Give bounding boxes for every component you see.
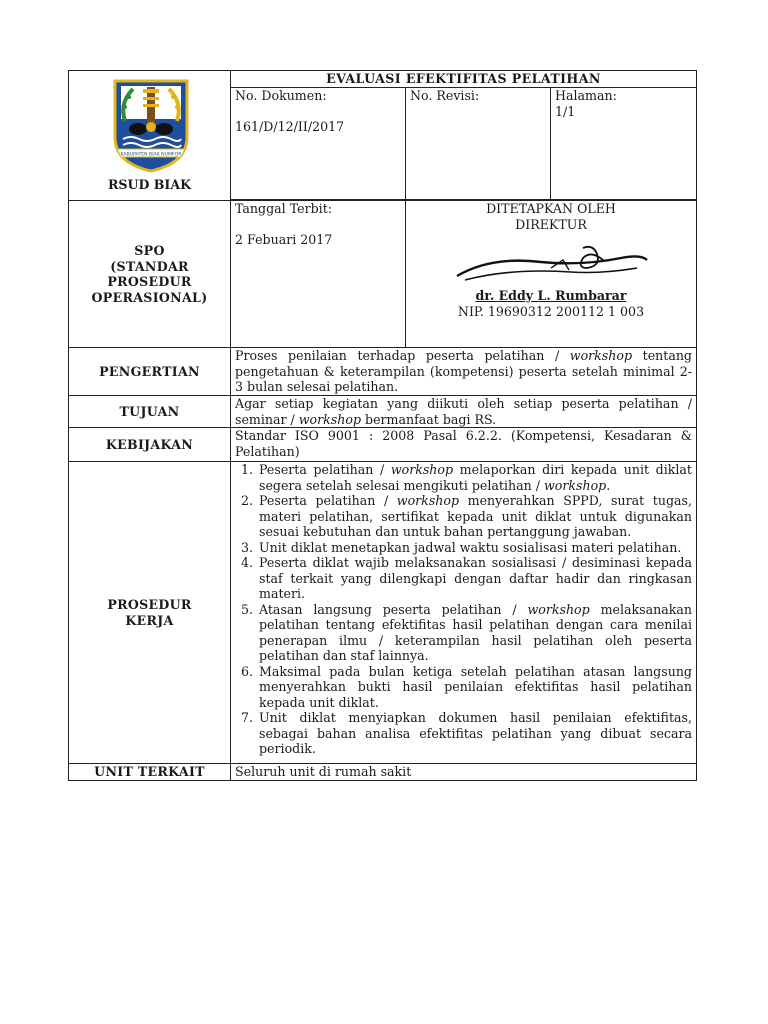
procedure-step: 1. Peserta pelatihan / workshop melaporkan diri kepada unit diklat segera setelah selesai mengikuti pelatihan / workshop. xyxy=(257,462,692,493)
spo-label-line4: OPERASIONAL) xyxy=(91,289,208,305)
director-name: dr. Eddy L. Rumbarar xyxy=(475,288,627,303)
issue-date-value: 2 Febuari 2017 xyxy=(235,231,333,247)
policy-text: Standar ISO 9001 : 2008 Pasal 6.2.2. (Kompetensi, Kesadaran & Pelatihan) xyxy=(231,428,697,462)
org-name: RSUD BIAK xyxy=(107,177,192,192)
procedure-step: 5. Atasan langsung peserta pelatihan / workshop melaksanakan pelatihan tentang efektifitas hasil pelatihan dengan cara menilai penerapan ilmu / keterampilan hasil pelatihan oleh peserta pelatihan dan staf lainnya. xyxy=(257,602,692,664)
issue-date-cell xyxy=(231,201,406,348)
policy-label: KEBIJAKAN xyxy=(69,428,231,462)
purpose-label: TUJUAN xyxy=(69,396,231,428)
procedure-label-line2: KERJA xyxy=(125,612,174,628)
procedure-step: 7. Unit diklat menyiapkan dokumen hasil penilaian efektifitas, sebagai bahan analisa efektifitas pelatihan yang dibuat secara periodik. xyxy=(257,710,692,757)
revision-label: No. Revisi: xyxy=(410,88,480,103)
procedure-step: 2. Peserta pelatihan / workshop menyerahkan SPPD, surat tugas, materi pelatihan, sertifikat kepada unit diklat untuk digunakan sesuai kebutuhan dan untuk bahan pertanggung jawaban. xyxy=(257,493,692,540)
document-title: EVALUASI EFEKTIFITAS PELATIHAN xyxy=(231,71,697,88)
page-value: 1/1 xyxy=(555,103,576,119)
procedure-steps-cell xyxy=(231,462,697,764)
doc-number-value: 161/D/12/II/2017 xyxy=(235,118,345,134)
page-cell xyxy=(551,88,697,200)
approved-by-line1: DITETAPKAN OLEH xyxy=(486,201,616,216)
approval-cell xyxy=(406,201,697,348)
revision-cell xyxy=(406,88,551,200)
issue-date-label: Tanggal Terbit: xyxy=(235,201,332,216)
definition-label: PENGERTIAN xyxy=(69,348,231,396)
regency-crest-logo-icon xyxy=(105,77,197,173)
director-nip: NIP. 19690312 200112 1 003 xyxy=(457,303,645,319)
spo-label-line3: PROSEDUR xyxy=(107,274,192,289)
spo-label-cell xyxy=(69,201,231,348)
procedure-step: 3. Unit diklat menetapkan jadwal waktu sosialisasi materi pelatihan. xyxy=(257,540,692,556)
procedure-label xyxy=(69,462,231,764)
spo-document-table xyxy=(68,70,697,781)
definition-text: Proses penilaian terhadap peserta pelatihan / workshop tentang pengetahuan & keterampilan (kompetensi) peserta setelah minimal 2-3 bulan selesai pelatihan. xyxy=(231,348,697,396)
logo-cell xyxy=(69,71,231,201)
page-label: Halaman: xyxy=(555,88,617,103)
related-unit-text: Seluruh unit di rumah sakit xyxy=(231,764,697,781)
spo-label-line2: (STANDAR xyxy=(110,258,189,274)
purpose-text: Agar setiap kegiatan yang diikuti oleh setiap peserta pelatihan / seminar / workshop bermanfaat bagi RS. xyxy=(231,396,697,428)
procedure-steps-list xyxy=(235,462,692,757)
handwritten-signature-icon xyxy=(451,238,651,288)
spo-label-line1: SPO xyxy=(134,243,165,258)
related-unit-label: UNIT TERKAIT xyxy=(69,764,231,781)
procedure-label-line1: PROSEDUR xyxy=(107,597,192,612)
procedure-step: 6. Maksimal pada bulan ketiga setelah pelatihan atasan langsung menyerahkan bukti hasil penilaian efektifitas hasil pelatihan kepada unit diklat. xyxy=(257,664,692,711)
logo-ribbon-text: KABUPATEN BIAK NUMFOR xyxy=(120,152,182,158)
procedure-step: 4. Peserta diklat wajib melaksanakan sosialisasi / desiminasi kepada staf terkait yang dilengkapi dengan daftar hadir dan ringkasan materi. xyxy=(257,555,692,602)
approved-by-line2: DIREKTUR xyxy=(515,216,587,232)
doc-number-label: No. Dokumen: xyxy=(235,88,327,103)
doc-number-cell xyxy=(231,88,406,200)
